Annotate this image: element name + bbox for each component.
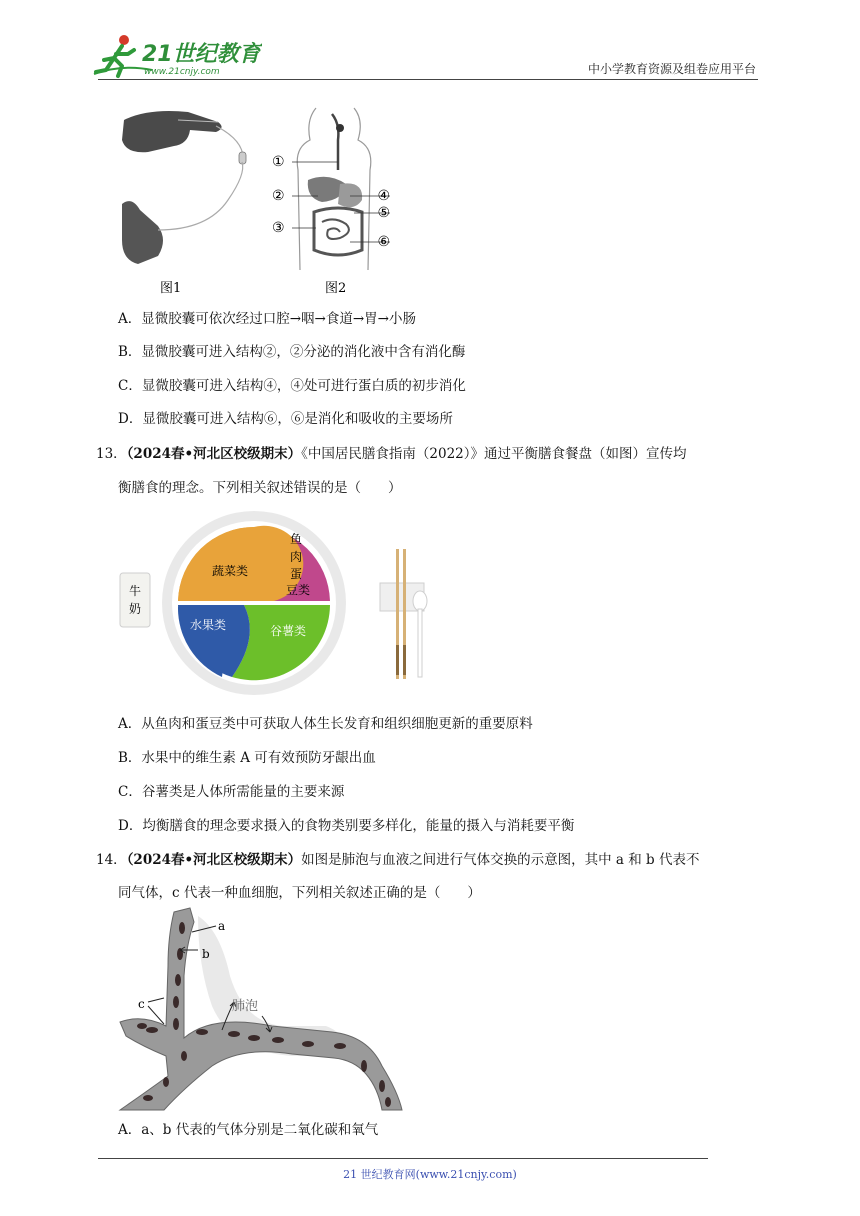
header-divider	[98, 79, 758, 80]
balanced-diet-plate	[112, 505, 442, 705]
q12-figures	[118, 100, 390, 300]
q13-option-c: C．谷薯类是人体所需能量的主要来源	[118, 784, 345, 800]
milk-label-1: 牛	[128, 584, 142, 598]
label-a: a	[218, 919, 226, 933]
site-logo	[92, 30, 262, 80]
q13-stem-line2: 衡膳食的理念。下列相关叙述错误的是（ ）	[118, 480, 402, 496]
label-alveolus: 肺泡	[232, 999, 259, 1014]
figure1-label: 图1	[160, 281, 182, 296]
figure2-label: 图2	[325, 281, 347, 296]
alveolus-gas-exchange-diagram	[112, 906, 432, 1116]
protein-label-2: 肉	[289, 550, 303, 564]
marker-6: ⑥	[377, 234, 390, 250]
q14-number: 14．	[96, 852, 127, 868]
hands-capsule-illustration	[122, 111, 246, 296]
footer-divider	[98, 1158, 708, 1159]
marker-2: ②	[272, 188, 285, 204]
marker-1: ①	[272, 154, 285, 170]
q13-stem1: 《中国居民膳食指南（2022）》通过平衡膳食餐盘（如图）宣传均	[301, 446, 687, 462]
label-b: b	[202, 947, 210, 961]
q13-stem-line1	[96, 445, 687, 463]
q14-stem-line2: 同气体，c 代表一种血细胞，下列相关叙述正确的是（ ）	[118, 885, 481, 901]
q13-option-a: A．从鱼肉和蛋豆类中可获取人体生长发育和组织细胞更新的重要原料	[118, 716, 533, 732]
chopsticks-spoon-icon	[380, 549, 427, 679]
protein-label-3: 蛋	[289, 567, 303, 581]
q12-option-b: B．显微胶囊可进入结构②，②分泌的消化液中含有消化酶	[118, 344, 466, 360]
logo-text: 21世纪教育	[142, 42, 261, 67]
digestive-system-diagram	[272, 108, 390, 296]
marker-5: ⑤	[377, 205, 390, 221]
q14-stem1: 如图是肺泡与血液之间进行气体交换的示意图，其中 a 和 b 代表不	[301, 852, 700, 868]
q13-option-d: D．均衡膳食的理念要求摄入的食物类别要多样化，能量的摄入与消耗要平衡	[118, 818, 575, 834]
logo-url: www.21cnjy.com	[144, 67, 220, 77]
marker-4: ④	[377, 188, 390, 204]
q12-option-a: A．显微胶囊可依次经过口腔→咽→食道→胃→小肠	[118, 311, 416, 327]
q14-source: （2024春•河北区校级期末）	[126, 852, 302, 868]
grain-label: 谷薯类	[269, 624, 307, 638]
label-c: c	[138, 997, 145, 1011]
q12-option-c: C．显微胶囊可进入结构④，④处可进行蛋白质的初步消化	[118, 378, 466, 394]
fruit-label: 水果类	[189, 618, 227, 632]
protein-label-1: 鱼	[289, 532, 303, 546]
capillary-shape	[120, 908, 402, 1110]
q14-option-a: A．a、b 代表的气体分别是二氧化碳和氧气	[118, 1122, 379, 1138]
q13-source: （2024春•河北区校级期末）	[126, 446, 302, 462]
marker-3: ③	[272, 220, 285, 236]
q14-stem-line1	[96, 851, 700, 869]
q12-option-d: D．显微胶囊可进入结构⑥，⑥是消化和吸收的主要场所	[118, 411, 453, 427]
page-header	[0, 0, 860, 90]
q13-option-b: B．水果中的维生素 A 可有效预防牙龈出血	[118, 750, 376, 766]
milk-glass-icon	[120, 573, 150, 627]
platform-title: 中小学教育资源及组卷应用平台	[587, 62, 756, 76]
protein-label-4: 豆类	[285, 583, 311, 597]
vegetables-label: 蔬菜类	[211, 564, 249, 578]
footer-link[interactable]: 21 世纪教育网(www.21cnjy.com)	[343, 1168, 517, 1181]
q13-number: 13．	[96, 446, 127, 462]
milk-label-2: 奶	[128, 602, 142, 616]
